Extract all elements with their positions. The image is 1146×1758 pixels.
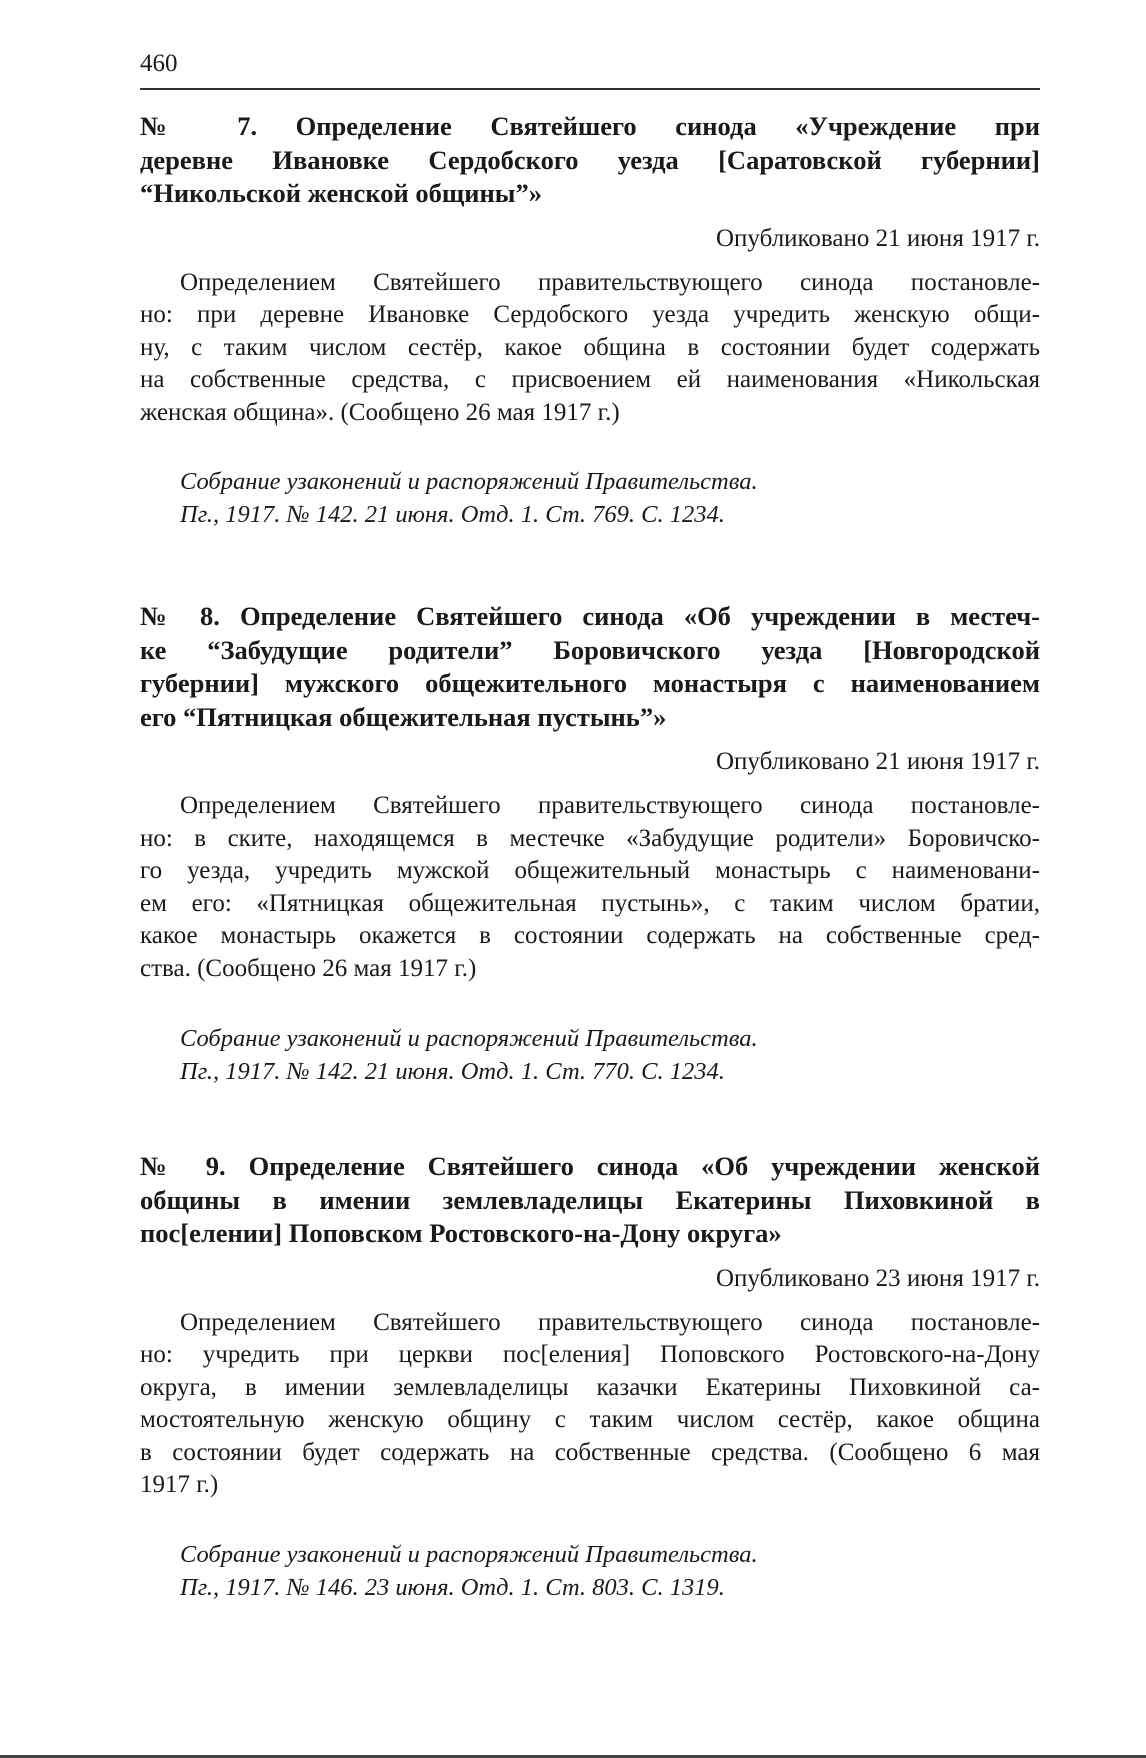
body-line: 1917 г.) bbox=[140, 1471, 219, 1499]
section-heading bbox=[140, 1150, 1040, 1251]
heading-line: губернии] мужского общежительного монастыря с наименованием bbox=[140, 668, 1040, 698]
heading-line: № 9. Определение Святейшего синода «Об учреждении женской bbox=[140, 1151, 1040, 1181]
citation bbox=[140, 1538, 1040, 1604]
body-line: ем его: «Пятницкая общежительная пустынь», с таким числом братии, bbox=[140, 889, 1040, 917]
section-body bbox=[140, 790, 1040, 986]
body-line: но: в ските, находящемся в местечке «Забудущие родители» Боровичско- bbox=[140, 824, 1040, 852]
published-date: Опубликовано 21 июня 1917 г. bbox=[716, 224, 1040, 252]
body-line: округа, в имении землевладелицы казачки Екатерины Пиховкиной са- bbox=[140, 1373, 1040, 1401]
section-body bbox=[140, 1307, 1040, 1503]
body-line: го уезда, учредить мужской общежительный монастырь с наименовани- bbox=[140, 857, 1040, 885]
body-line: но: учредить при церкви пос[еления] Поповского Ростовского-на-Дону bbox=[140, 1341, 1040, 1369]
heading-line: его “Пятницкая общежительная пустынь”» bbox=[140, 701, 667, 732]
citation bbox=[140, 1022, 1040, 1088]
body-line: какое монастырь окажется в состоянии содержать на собственные сред- bbox=[140, 922, 1040, 950]
citation-line: Пг., 1917. № 142. 21 июня. Отд. 1. Ст. 769. С. 1234. bbox=[180, 501, 725, 529]
heading-line: ке “Забудущие родители” Боровичского уезда [Новгородской bbox=[140, 634, 1040, 665]
citation-line: Собрание узаконений и распоряжений Правительства. bbox=[180, 1541, 758, 1569]
document-section bbox=[140, 1150, 1040, 1604]
body-line: в состоянии будет содержать на собственные средства. (Сообщено 6 мая bbox=[140, 1438, 1040, 1466]
heading-line: пос[елении] Поповском Ростовского-на-Дону округа» bbox=[140, 1218, 782, 1248]
heading-line: деревне Ивановке Сердобского уезда [Саратовской губернии] bbox=[140, 144, 1040, 175]
document-section bbox=[140, 110, 1040, 531]
citation-line: Пг., 1917. № 146. 23 июня. Отд. 1. Ст. 803. С. 1319. bbox=[180, 1574, 725, 1602]
body-line: мостоятельную женскую общину с таким числом сестёр, какое община bbox=[140, 1406, 1040, 1434]
body-line: ства. (Сообщено 26 мая 1917 г.) bbox=[140, 954, 477, 982]
document-section bbox=[140, 600, 1040, 1088]
header-rule bbox=[140, 88, 1040, 90]
body-line: Определением Святейшего правительствующего синода постановле- bbox=[180, 1308, 1040, 1336]
heading-line: “Никольской женской общины”» bbox=[140, 178, 542, 208]
body-line: Определением Святейшего правительствующего синода постановле- bbox=[180, 268, 1040, 296]
heading-line: № 8. Определение Святейшего синода «Об учреждении в местеч- bbox=[140, 601, 1040, 631]
section-body bbox=[140, 267, 1040, 430]
heading-line: № 7. Определение Святейшего синода «Учреждение при bbox=[140, 111, 1040, 141]
body-line: Определением Святейшего правительствующего синода постановле- bbox=[180, 792, 1040, 819]
citation-line: Собрание узаконений и распоряжений Правительства. bbox=[180, 468, 758, 496]
body-line: ну, с таким числом сестёр, какое община в состоянии будет содержать bbox=[140, 333, 1040, 361]
published-date: Опубликовано 21 июня 1917 г. bbox=[716, 748, 1040, 775]
published-date: Опубликовано 23 июня 1917 г. bbox=[716, 1264, 1040, 1292]
citation-line: Пг., 1917. № 142. 21 июня. Отд. 1. Ст. 770. С. 1234. bbox=[180, 1057, 725, 1085]
section-heading bbox=[140, 600, 1040, 734]
page-number: 460 bbox=[140, 50, 178, 77]
body-line: но: при деревне Ивановке Сердобского уезда учредить женскую общи- bbox=[140, 301, 1040, 329]
citation-line: Собрание узаконений и распоряжений Правительства. bbox=[180, 1024, 758, 1052]
body-line: женская община». (Сообщено 26 мая 1917 г.) bbox=[140, 398, 620, 426]
body-line: на собственные средства, с присвоением ей наименования «Никольская bbox=[140, 366, 1040, 394]
citation bbox=[140, 465, 1040, 531]
section-heading bbox=[140, 110, 1040, 211]
heading-line: общины в имении землевладелицы Екатерины Пиховкиной в bbox=[140, 1184, 1040, 1215]
